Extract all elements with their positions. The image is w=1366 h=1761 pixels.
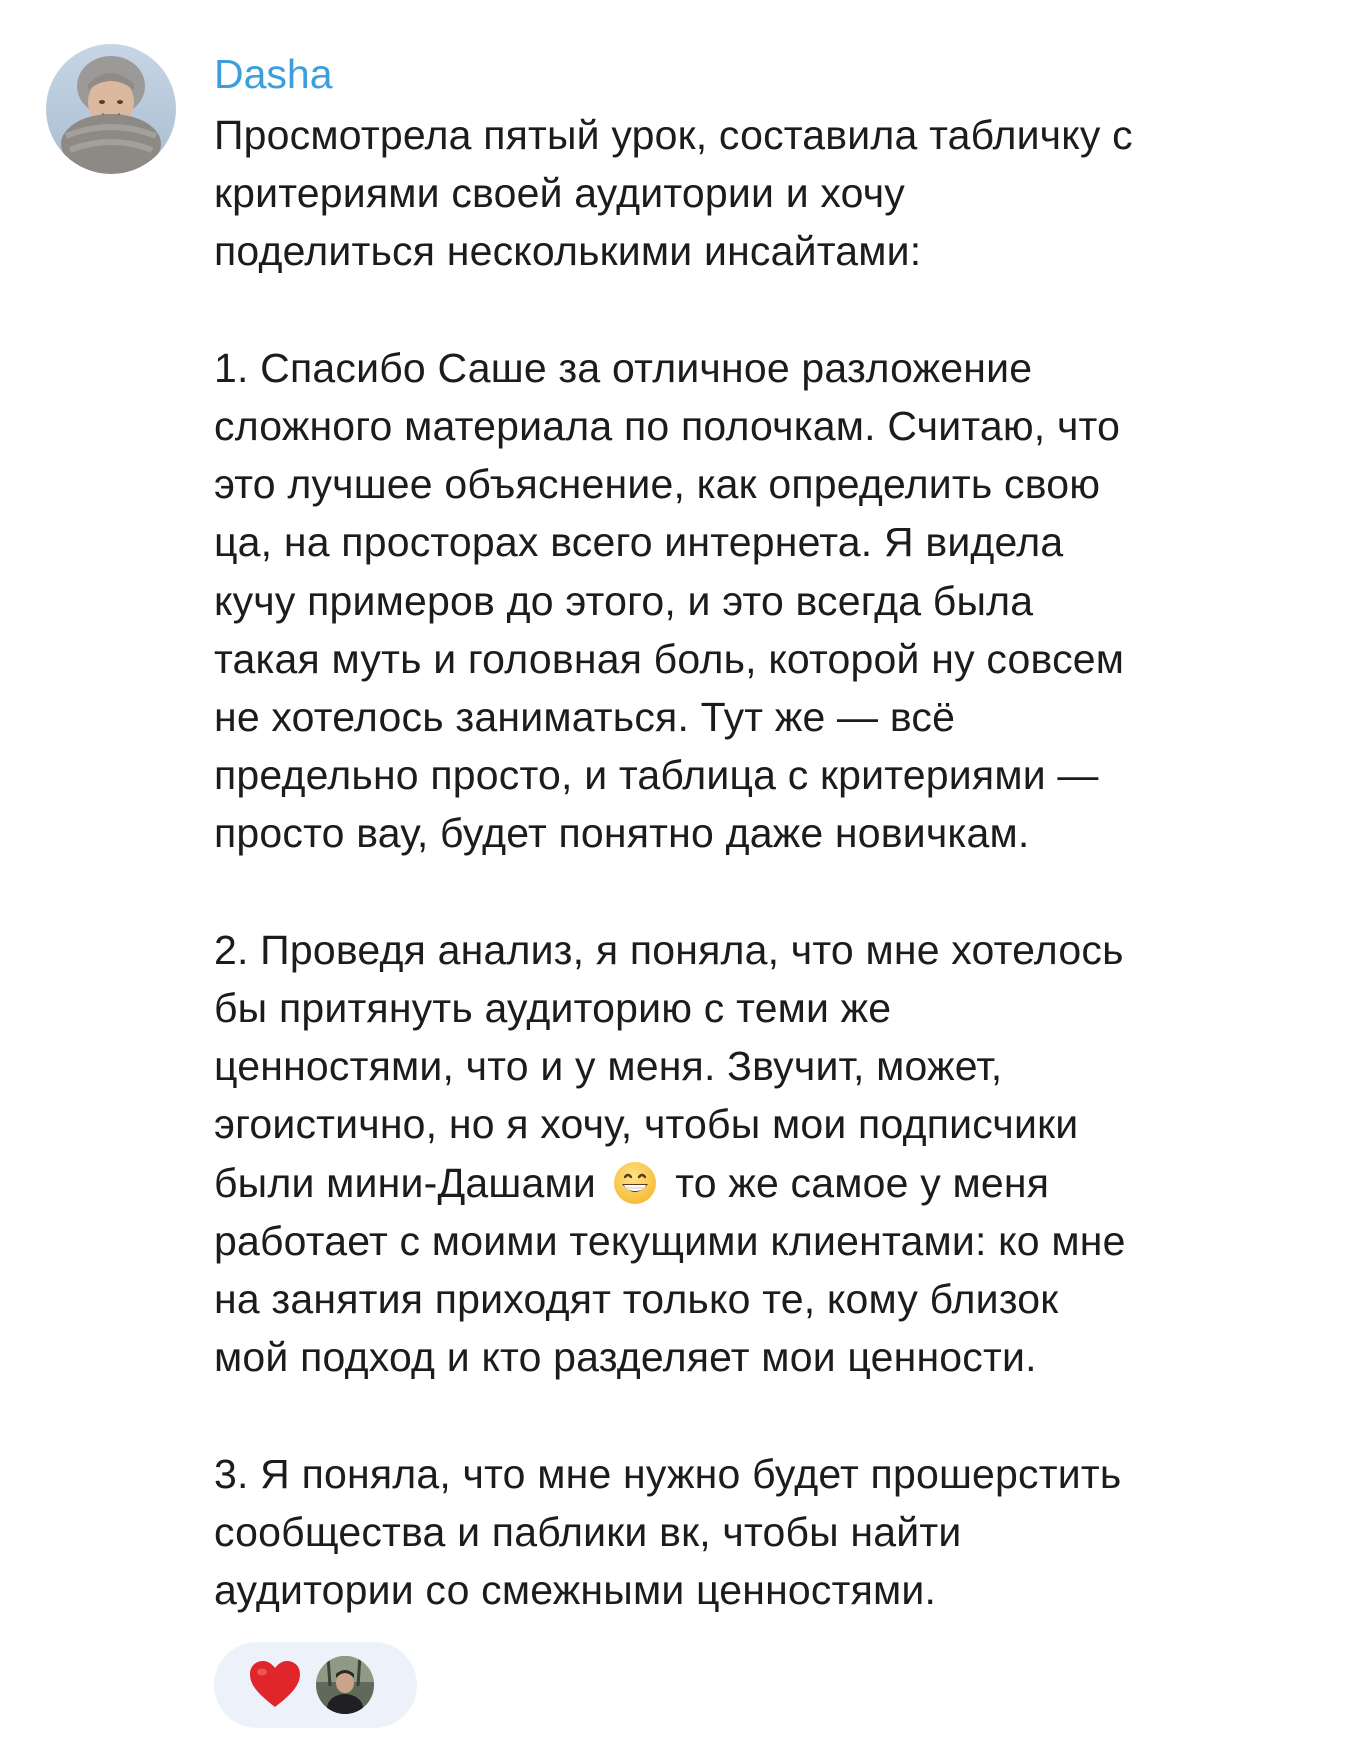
message-line: поделиться несколькими инсайтами: — [214, 228, 922, 275]
message-line: сложного материала по полочкам. Считаю, что — [214, 403, 1121, 449]
message-line: 2. Проведя анализ, я поняла, что мне хотелось — [214, 926, 1124, 973]
blank-line — [214, 863, 1334, 921]
message-content — [214, 44, 1334, 1619]
message-line: 1. Спасибо Саше за отличное разложение — [214, 344, 1033, 391]
sender-avatar[interactable] — [46, 44, 176, 174]
message-line: критериями своей аудитории и хочу — [214, 170, 905, 217]
message-line: 3. Я поняла, что мне нужно будет прошерстить — [214, 1450, 1122, 1497]
message-line: бы притянуть аудиторию с теми же — [214, 985, 892, 1032]
message-line: ца, на просторах всего интернета. Я видела — [214, 519, 1064, 566]
message-line: на занятия приходят только те, кому близок — [214, 1276, 1059, 1323]
message-line: эгоистично, но я хочу, чтобы мои подписчики — [214, 1101, 1079, 1148]
message-text — [214, 106, 1334, 1619]
blank-line — [214, 281, 1334, 339]
blank-line — [214, 1386, 1334, 1444]
message-line: мой подход и кто разделяет мои ценности. — [214, 1334, 1037, 1381]
message-line: работает с моими текущими клиентами: ко мне — [214, 1217, 1126, 1264]
message-line: такая муть и головная боль, которой ну совсем — [214, 635, 1125, 682]
message-line: ценностями, что и у меня. Звучит, может, — [214, 1043, 1003, 1090]
user-avatar-photo-icon — [46, 44, 176, 174]
message-line-with-emoji — [214, 1154, 1334, 1212]
reaction-button[interactable] — [214, 1642, 417, 1728]
message-line: сообщества и паблики вк, чтобы найти — [214, 1508, 962, 1555]
message-line: кучу примеров до этого, и это всегда была — [214, 577, 1034, 624]
message-line: Просмотрела пятый урок, составила табличку с — [214, 112, 1133, 158]
red-heart-icon — [248, 1660, 302, 1710]
reactor-avatar[interactable] — [316, 1656, 374, 1714]
message-line: предельно просто, и таблица с критериями — — [214, 752, 1099, 799]
emoji-line-after: то же самое у меня — [675, 1159, 1050, 1206]
message-line: аудитории со смежными ценностями. — [214, 1567, 937, 1614]
message-line: просто вау, будет понятно даже новичкам. — [214, 810, 1030, 857]
sender-name[interactable]: Dasha — [214, 51, 333, 97]
reactor-avatar-icon — [316, 1656, 374, 1714]
grinning-face-emoji-icon — [612, 1160, 658, 1206]
emoji-line-before: были мини-Дашами — [214, 1159, 597, 1206]
message-line: не хотелось заниматься. Тут же — всё — [214, 694, 956, 741]
message-line: это лучшее объяснение, как определить свою — [214, 461, 1101, 508]
